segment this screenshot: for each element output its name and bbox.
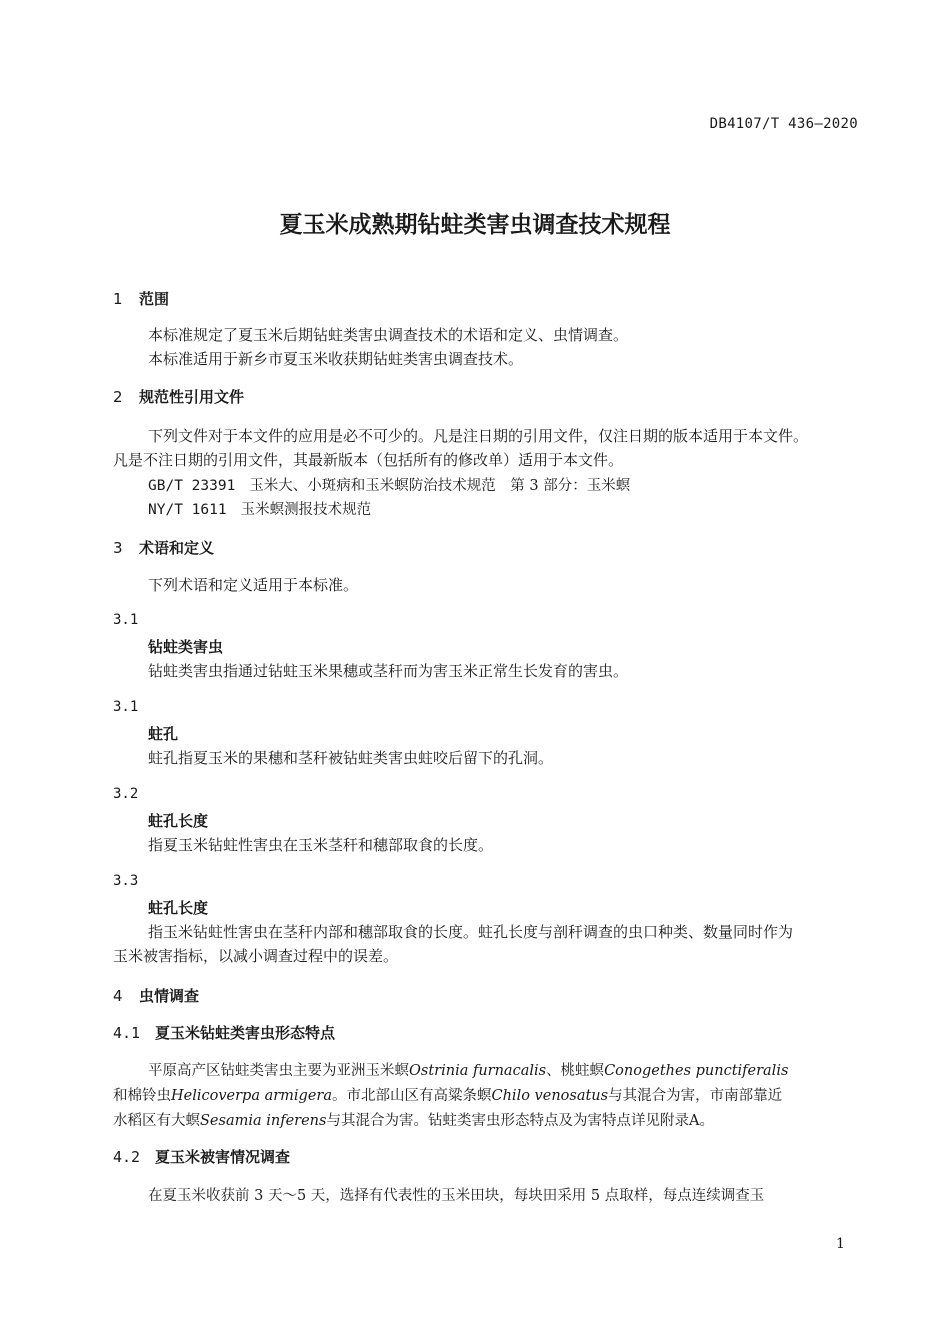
document-number: DB4107/T 436—2020 [709, 116, 858, 132]
species-name: Conogethes punctiferalis [604, 1063, 789, 1079]
section-2-heading [113, 386, 244, 407]
species-name: Helicoverpa armigera [171, 1088, 332, 1104]
section-title: 虫情调查 [139, 987, 200, 1005]
term-definition: 蛀孔指夏玉米的果穗和茎秆被钻蛀类害虫蛀咬后留下的孔洞。 [148, 749, 554, 767]
text-run: 与其混合为害，市南部靠近 [608, 1088, 783, 1104]
species-name: Sesamia inferens [200, 1113, 327, 1129]
subsection-title: 夏玉米被害情况调查 [155, 1148, 291, 1166]
normative-reference [148, 474, 644, 495]
term-definition: 玉米被害指标，以减小调查过程中的误差。 [113, 947, 399, 965]
text-run: 水稻区有大螟 [113, 1113, 200, 1129]
paragraph [148, 1059, 788, 1080]
term-number: 3.1 [113, 699, 139, 715]
section-title: 规范性引用文件 [139, 388, 245, 406]
text-run: 。市北部山区有高粱条螟 [332, 1088, 492, 1104]
paragraph: 下列术语和定义适用于本标准。 [148, 576, 359, 594]
section-title: 范围 [139, 290, 170, 308]
paragraph: 凡是不注日期的引用文件，其最新版本（包括所有的修改单）适用于本文件。 [113, 451, 624, 469]
term-number: 3.1 [113, 612, 139, 628]
subsection-4-2-heading [113, 1146, 290, 1167]
paragraph [113, 1084, 782, 1105]
term-name: 蛀孔 [148, 725, 179, 743]
term-name: 蛀孔长度 [148, 899, 209, 917]
text-run: 平原高产区钻蛀类害虫主要为亚洲玉米螟 [148, 1063, 409, 1079]
section-number: 3 [113, 539, 123, 557]
section-1-heading [113, 288, 169, 309]
term-definition: 指夏玉米钻蛀性害虫在玉米茎秆和穗部取食的长度。 [148, 836, 494, 854]
paragraph: 下列文件对于本文件的应用是必不可少的。凡是注日期的引用文件，仅注日期的版本适用于本文件。 [148, 427, 809, 445]
text-run: 与其混合为害。钻蛀类害虫形态特点及为害特点详见附录A。 [326, 1113, 714, 1129]
section-3-heading [113, 537, 214, 558]
subsection-number: 4.1 [113, 1024, 141, 1042]
reference-title: 玉米螟测报技术规范 [240, 502, 372, 518]
subsection-number: 4.2 [113, 1148, 141, 1166]
term-name: 蛀孔长度 [148, 812, 209, 830]
term-number: 3.2 [113, 786, 139, 802]
term-definition: 指玉米钻蛀性害虫在茎秆内部和穗部取食的长度。蛀孔长度与剖秆调查的虫口种类、数量同时作为 [148, 923, 794, 941]
paragraph: 在夏玉米收获前 3 天～5 天，选择有代表性的玉米田块，每块田采用 5 点取样，每点连续调查玉 [148, 1188, 765, 1204]
text-run: 和棉铃虫 [113, 1088, 171, 1104]
section-title: 术语和定义 [139, 539, 215, 557]
reference-code: NY/T 1611 [148, 502, 227, 518]
page-number: 1 [836, 1236, 845, 1252]
term-number: 3.3 [113, 873, 139, 889]
species-name: Chilo venosatus [491, 1088, 609, 1104]
term-definition: 钻蛀类害虫指通过钻蛀玉米果穗或茎秆而为害玉米正常生长发育的害虫。 [148, 662, 629, 680]
normative-reference [148, 498, 385, 519]
reference-title: 玉米大、小斑病和玉米螟防治技术规范 第 3 部分：玉米螟 [249, 478, 631, 494]
paragraph: 本标准规定了夏玉米后期钻蛀类害虫调查技术的术语和定义、虫情调查。 [148, 326, 629, 344]
subsection-title: 夏玉米钻蛀类害虫形态特点 [155, 1024, 336, 1042]
species-name: Ostrinia furnacalis [409, 1063, 547, 1079]
section-number: 4 [113, 987, 123, 1005]
reference-code: GB/T 23391 [148, 478, 236, 494]
section-number: 2 [113, 388, 123, 406]
text-run: 、桃蛀螟 [546, 1063, 605, 1079]
subsection-4-1-heading [113, 1022, 335, 1043]
section-number: 1 [113, 290, 123, 308]
section-4-heading [113, 985, 199, 1006]
page-title: 夏玉米成熟期钻蛀类害虫调查技术规程 [279, 212, 671, 238]
term-name: 钻蛀类害虫 [148, 638, 224, 656]
paragraph [113, 1109, 714, 1130]
paragraph: 本标准适用于新乡市夏玉米收获期钻蛀类害虫调查技术。 [148, 350, 524, 368]
